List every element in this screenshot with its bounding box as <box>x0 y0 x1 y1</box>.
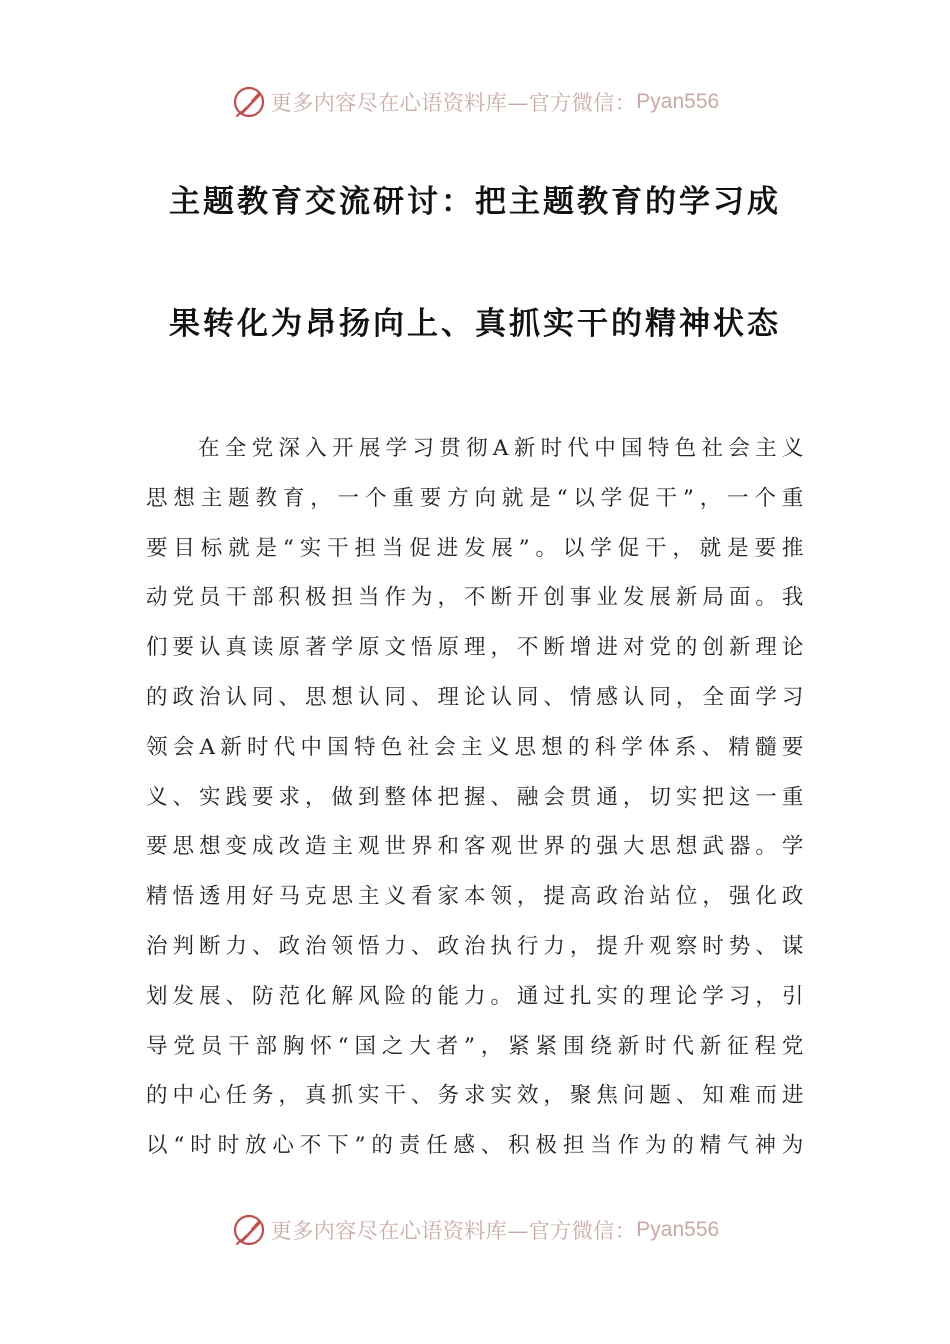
footer-watermark <box>0 1208 950 1252</box>
document-title-line-2: 果转化为昂扬向上、真抓实干的精神状态 <box>169 306 781 342</box>
paragraph-line: 要思想变成改造主观世界和客观世界的强大思想武器。学 <box>146 834 806 860</box>
paragraph-line: 的政治认同、思想认同、理论认同、情感认同，全面学习 <box>146 684 806 710</box>
paragraph-line: 的中心任务，真抓实干、务求实效，聚焦问题、知难而进 <box>146 1083 806 1109</box>
paragraph-line: 义、实践要求，做到整体把握、融会贯通，切实把这一重 <box>146 784 806 810</box>
quill-logo-icon <box>231 1212 267 1248</box>
watermark-account: Pyan556 <box>636 90 720 113</box>
paragraph-line: 思想主题教育，一个重要方向就是“以学促干”，一个重 <box>146 485 806 511</box>
paragraph-line: 治判断力、政治领悟力、政治执行力，提升观察时势、谋 <box>146 933 806 959</box>
document-title-line-1: 主题教育交流研讨：把主题教育的学习成 <box>169 184 781 220</box>
paragraph-line: 动党员干部积极担当作为，不断开创事业发展新局面。我 <box>146 585 806 611</box>
body-paragraph <box>146 424 806 1171</box>
paragraph-line: 在全党深入开展学习贯彻A新时代中国特色社会主义 <box>198 436 806 461</box>
paragraph-line: 以“时时放心不下”的责任感、积极担当作为的精气神为 <box>146 1133 806 1159</box>
paragraph-line: 精悟透用好马克思主义看家本领，提高政治站位，强化政 <box>146 884 806 910</box>
header-watermark <box>0 80 950 124</box>
watermark-text: 更多内容尽在心语资料库—官方微信： <box>270 1219 637 1243</box>
paragraph-line: 们要认真读原著学原文悟原理，不断增进对党的创新理论 <box>146 635 806 661</box>
paragraph-line: 领会A新时代中国特色社会主义思想的科学体系、精髓要 <box>146 734 806 760</box>
paragraph-line: 导党员干部胸怀“国之大者”，紧紧围绕新时代新征程党 <box>146 1033 806 1059</box>
watermark-account: Pyan556 <box>636 1218 720 1241</box>
paragraph-line: 要目标就是“实干担当促进发展”。以学促干，就是要推 <box>146 535 806 561</box>
paragraph-line: 划发展、防范化解风险的能力。通过扎实的理论学习，引 <box>146 983 806 1009</box>
watermark-text: 更多内容尽在心语资料库—官方微信： <box>270 91 637 115</box>
quill-logo-icon <box>231 84 267 120</box>
